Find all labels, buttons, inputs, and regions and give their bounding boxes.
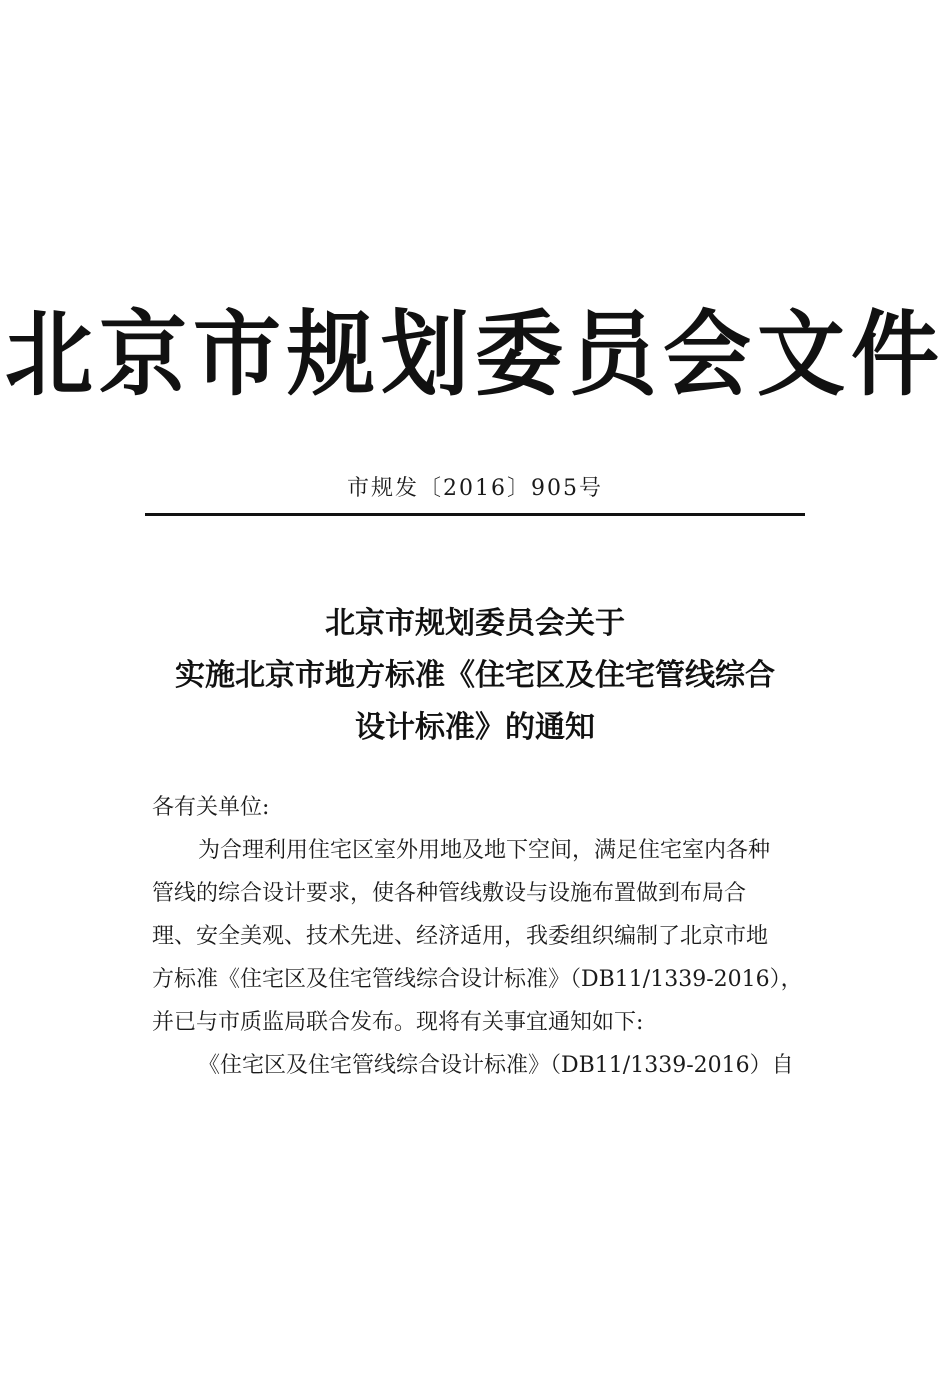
notice-title [130,598,820,754]
document-number: 市规发〔2016〕905号 [347,476,603,501]
body-line: 为合理利用住宅区室外用地及地下空间，满足住宅室内各种 [198,838,771,863]
title-line: 北京市规划委员会关于 [325,606,625,641]
title-line: 实施北京市地方标准《住宅区及住宅管线综合 [175,658,775,693]
body-line: 《住宅区及住宅管线综合设计标准》（DB11/1339-2016）自 [198,1053,794,1078]
body-line: 管线的综合设计要求，使各种管线敷设与设施布置做到布局合 [152,881,747,906]
body-line: 并已与市质监局联合发布。现将有关事宜通知如下: [152,1010,644,1035]
salutation: 各有关单位: [152,795,270,820]
header-divider [145,513,805,516]
body-line: 理、安全美观、技术先进、经济适用，我委组织编制了北京市地 [152,924,769,949]
notice-body [152,786,808,1087]
document-masthead: 北京市规划委员会文件 [4,300,945,409]
title-line: 设计标准》的通知 [355,710,595,745]
body-line: 方标准《住宅区及住宅管线综合设计标准》（DB11/1339-2016）， [152,967,803,992]
